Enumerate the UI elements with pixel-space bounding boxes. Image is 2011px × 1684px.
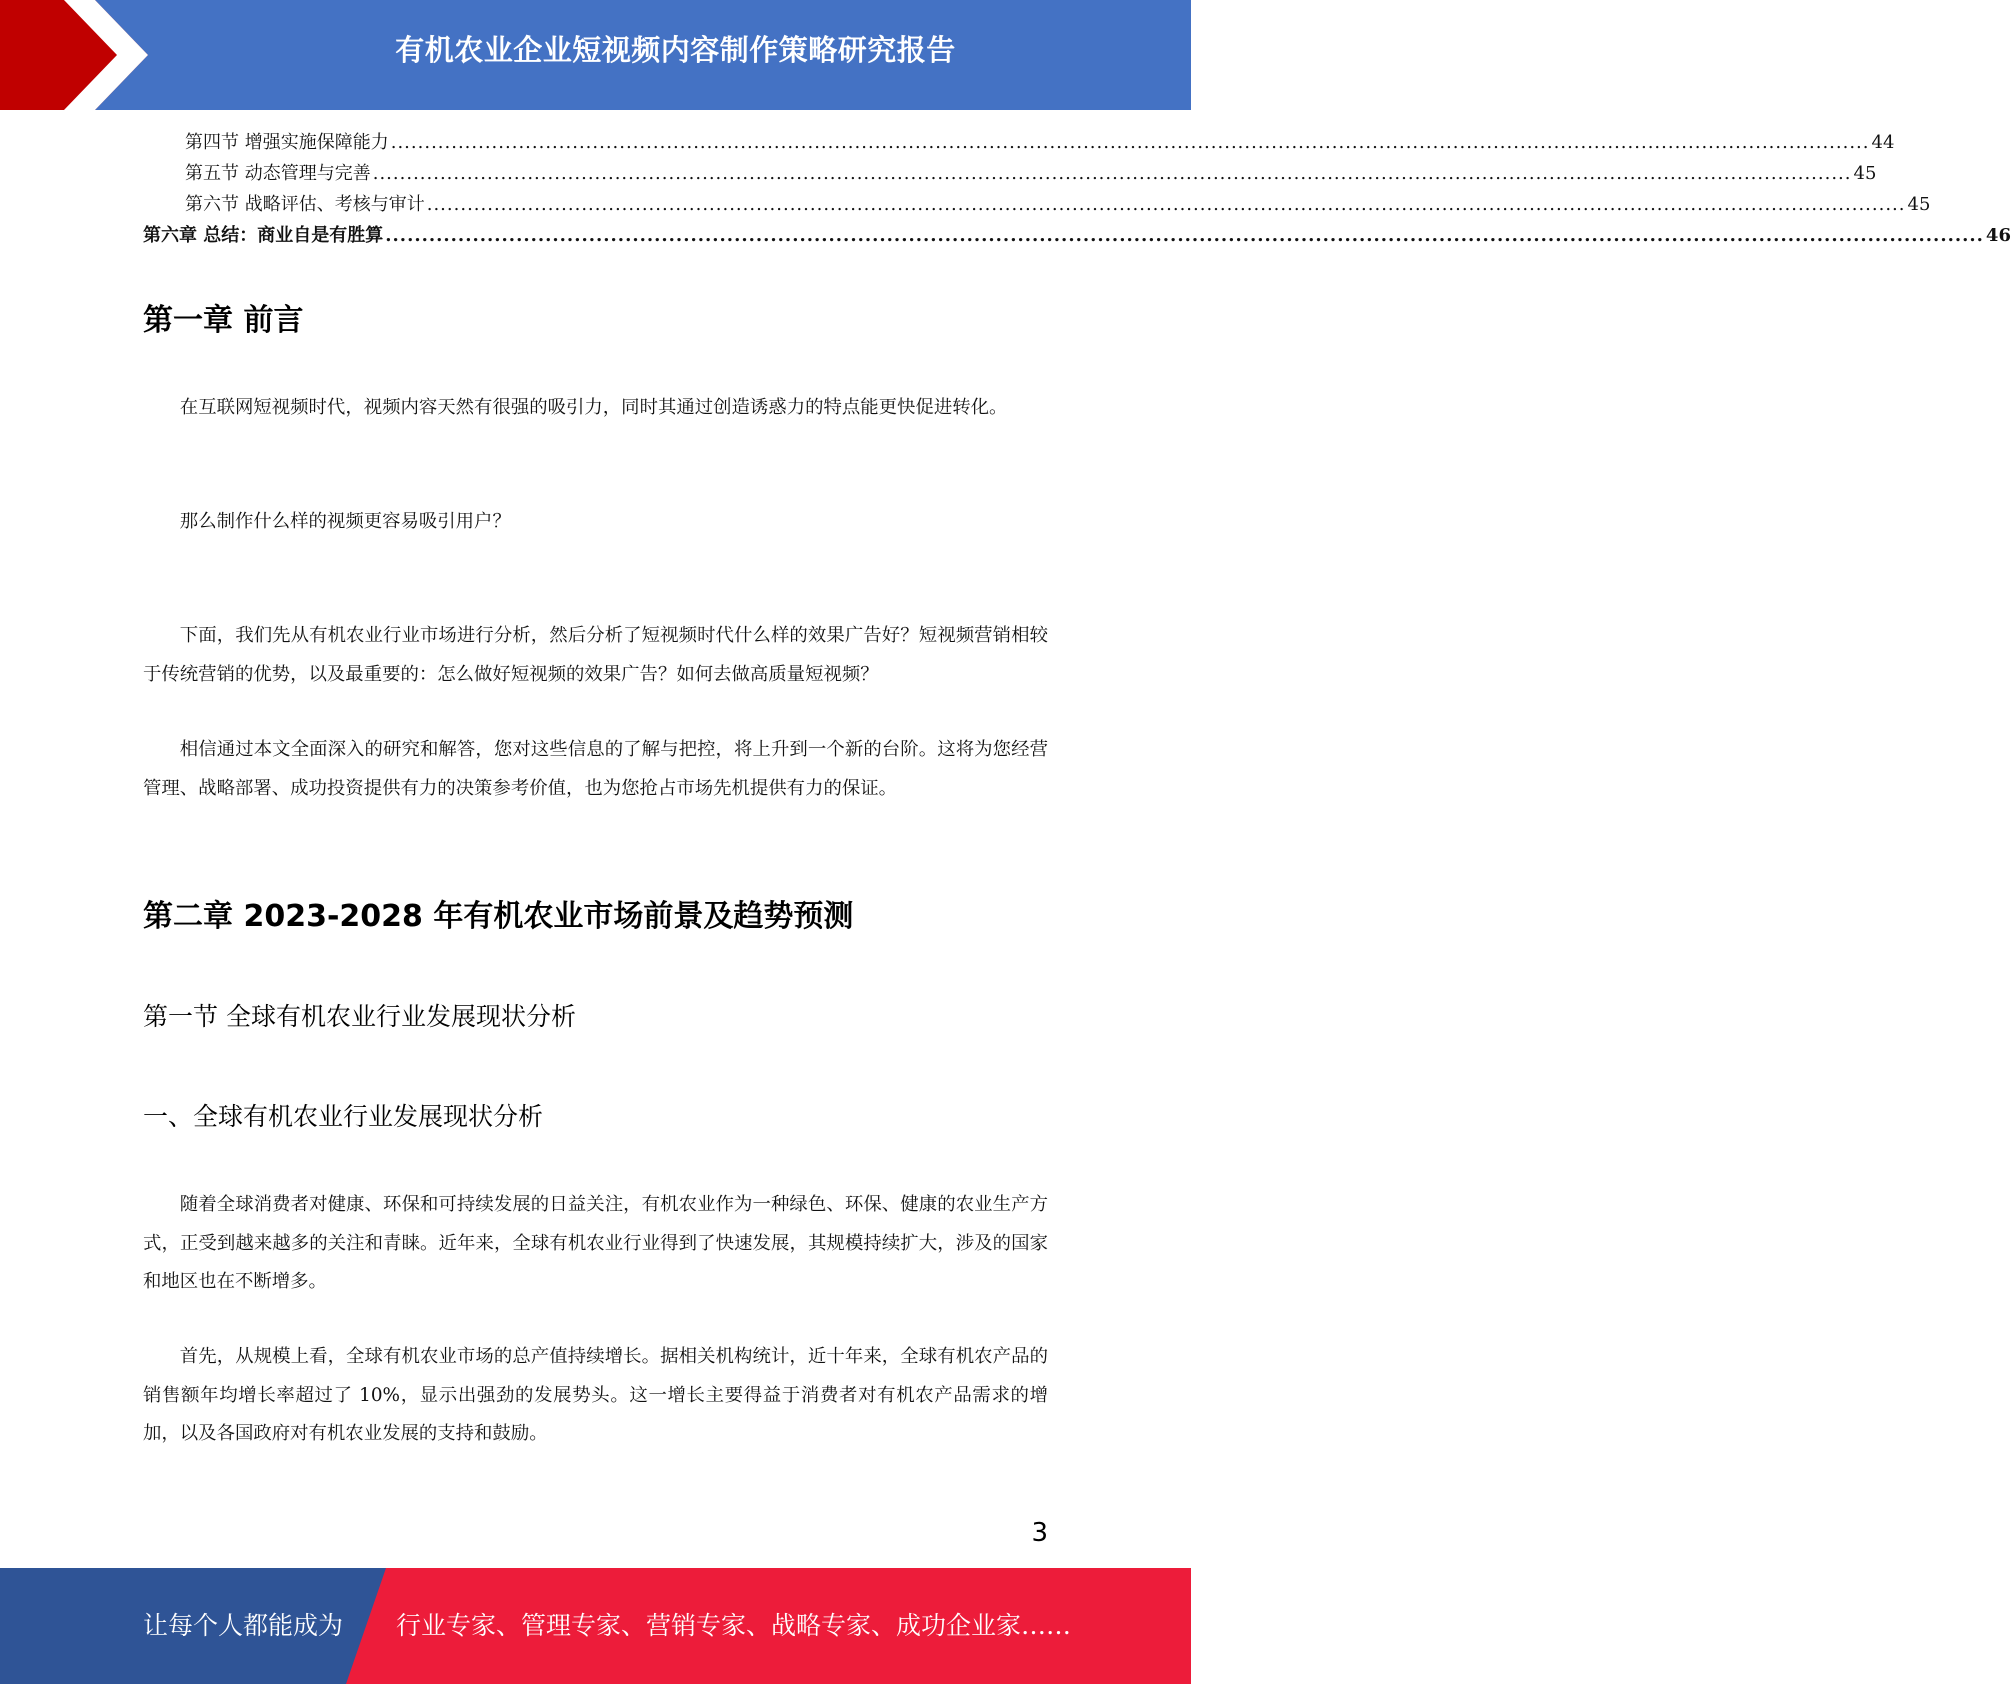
footer-slogan-right: 行业专家、管理专家、营销专家、战略专家、成功企业家…… <box>396 1611 1072 1640</box>
toc-entry-page: 45 <box>1907 194 1931 215</box>
page-number: 3 <box>1031 1518 1048 1548</box>
toc-entry[interactable] <box>143 190 1931 221</box>
toc-entry-page: 45 <box>1853 163 1877 184</box>
toc-leader-dots: ............................................................................................................................................................................................................................ <box>426 194 1906 215</box>
chapter-2-title: 第二章 2023-2028 年有机农业市场前景及趋势预测 <box>143 899 854 934</box>
red-chevron-decoration <box>0 0 160 110</box>
paragraph: 那么制作什么样的视频更容易吸引用户？ <box>179 511 511 532</box>
paragraph: 首先，从规模上看，全球有机农业市场的总产值持续增长。据相关机构统计，近十年来，全球有机农产品的销售额年均增长率超过了 10%，显示出强劲的发展势头。这一增长主要得益于消费者对有机农产品需求的增加，以及各国政府对有机农业发展的支持和鼓励。 <box>143 1346 1048 1444</box>
toc-leader-dots: ............................................................................................................................................................................................................................ <box>372 163 1852 184</box>
paragraph: 在互联网短视频时代，视频内容天然有很强的吸引力，同时其通过创造诱惑力的特点能更快促进转化。 <box>179 397 1008 418</box>
table-of-contents <box>143 128 2011 252</box>
toc-entry-label: 第五节 动态管理与完善 <box>185 163 371 184</box>
paragraph: 下面，我们先从有机农业行业市场进行分析，然后分析了短视频时代什么样的效果广告好？短视频营销相较于传统营销的优势，以及最重要的：怎么做好短视频的效果广告？如何去做高质量短视频？ <box>143 625 1048 685</box>
toc-entry-label: 第六节 战略评估、考核与审计 <box>185 194 425 215</box>
chapter-1-title: 第一章 前言 <box>143 303 304 338</box>
page-header <box>0 0 1191 110</box>
footer-slogan-left: 让每个人都能成为 <box>143 1611 344 1640</box>
toc-entry-label: 第四节 增强实施保障能力 <box>185 132 389 153</box>
paragraph: 相信通过本文全面深入的研究和解答，您对这些信息的了解与把控，将上升到一个新的台阶。这将为您经营管理、战略部署、成功投资提供有力的决策参考价值，也为您抢占市场先机提供有力的保证。 <box>143 739 1048 799</box>
report-title: 有机农业企业短视频内容制作策略研究报告 <box>395 33 956 67</box>
toc-entry[interactable] <box>143 159 1877 190</box>
toc-entry-page: 46 <box>1985 225 2011 246</box>
section-1-title: 第一节 全球有机农业行业发展现状分析 <box>143 1002 576 1031</box>
toc-entry-page: 44 <box>1871 132 1895 153</box>
toc-entry-label: 第六章 总结：商业自是有胜算 <box>143 225 384 246</box>
subsection-1-title: 一、全球有机农业行业发展现状分析 <box>143 1102 544 1131</box>
toc-leader-dots: ............................................................................................................................................................................................................................ <box>390 132 1870 153</box>
page-footer <box>0 1568 1191 1684</box>
toc-chapter-entry[interactable] <box>143 221 2011 252</box>
toc-leader-dots: ............................................................................................................................................................................................................................ <box>385 225 1984 246</box>
toc-entry[interactable] <box>143 128 1895 159</box>
paragraph: 随着全球消费者对健康、环保和可持续发展的日益关注，有机农业作为一种绿色、环保、健康的农业生产方式，正受到越来越多的关注和青睐。近年来，全球有机农业行业得到了快速发展，其规模持续扩大，涉及的国家和地区也在不断增多。 <box>143 1194 1048 1292</box>
